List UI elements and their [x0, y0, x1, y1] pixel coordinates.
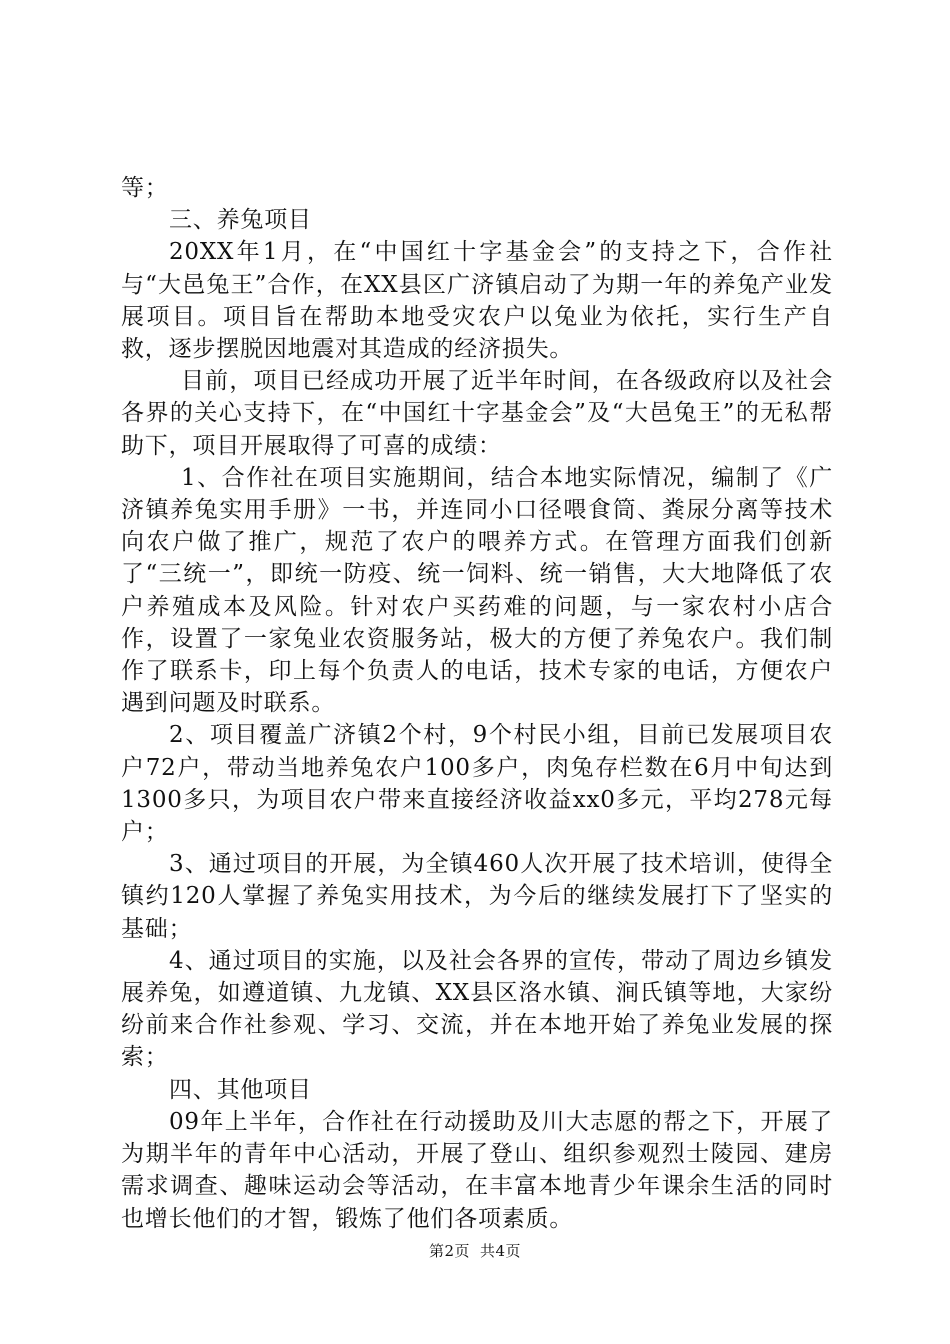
paragraph-continuation: 等； — [121, 175, 169, 201]
section-heading-rabbit-project: 三、养兔项目 — [169, 207, 312, 234]
paragraph-achievement-4: 4、通过项目的实施，以及社会各界的宣传，带动了周边乡镇发展养兔，如遵道镇、九龙镇、XX县区洛水镇、涧氏镇等地，大家纷纷前来合作社参观、学习、交流，并在本地开始了养兔业发展的探索； — [121, 947, 833, 1071]
paragraph-achievement-2: 2、项目覆盖广济镇2个村，9个村民小组，目前已发展项目农户72户，带动当地养兔农户100多户，肉兔存栏数在6月中旬达到1300多只，为项目农户带来直接经济收益xx0多元，平均278元每户； — [121, 722, 833, 846]
section-heading-other-projects: 四、其他项目 — [169, 1076, 312, 1103]
paragraph-project-progress: 目前，项目已经成功开展了近半年时间，在各级政府以及社会各界的关心支持下，在“中国红十字基金会”及“大邑兔王”的无私帮助下，项目开展取得了可喜的成绩： — [121, 368, 833, 459]
paragraph-achievement-1: 1、合作社在项目实施期间，结合本地实际情况，编制了《广济镇养兔实用手册》一书，并连同小口径喂食筒、粪尿分离等技术向农户做了推广，规范了农户的喂养方式。在管理方面我们创新了“三统一”，即统一防疫、统一饲料、统一销售，大大地降低了农户养殖成本及风险。针对农户买药难的问题，与一家农村小店合作，设置了一家兔业农资服务站，极大的方便了养兔农户。我们制作了联系卡，印上每个负责人的电话，技术专家的电话，方便农户遇到问题及时联系。 — [121, 464, 833, 717]
page-total: 共4页 — [480, 1242, 522, 1260]
document-body — [121, 172, 833, 1235]
page-footer — [0, 1240, 950, 1261]
paragraph-project-intro: 20XX年1月，在“中国红十字基金会”的支持之下，合作社与“大邑兔王”合作，在XX县区广济镇启动了为期一年的养兔产业发展项目。项目旨在帮助本地受灾农户以兔业为依托，实行生产自救，逐步摆脱因地震对其造成的经济损失。 — [121, 239, 833, 363]
paragraph-other-projects: 09年上半年，合作社在行动援助及川大志愿的帮之下，开展了为期半年的青年中心活动，开展了登山、组织参观烈士陵园、建房需求调查、趣味运动会等活动，在丰富本地青少年课余生活的同时也增长他们的才智，锻炼了他们各项素质。 — [121, 1108, 833, 1232]
paragraph-achievement-3: 3、通过项目的开展，为全镇460人次开展了技术培训，使得全镇约120人掌握了养兔实用技术，为今后的继续发展打下了坚实的基础； — [121, 851, 833, 942]
page-number: 第2页 — [428, 1242, 470, 1260]
